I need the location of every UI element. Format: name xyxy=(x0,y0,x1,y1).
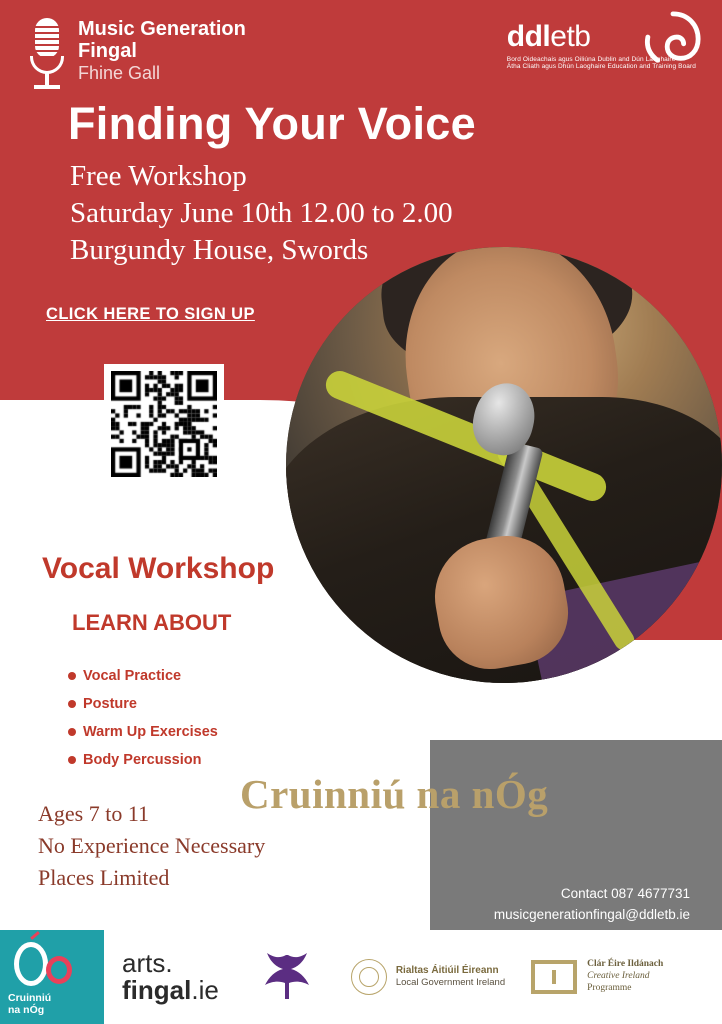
swirl-icon xyxy=(644,10,702,68)
cruinniu-logo-line-2: na nÓg xyxy=(8,1003,45,1016)
event-details xyxy=(70,158,453,269)
cruinniu-logo-line-1: Cruinniú xyxy=(8,991,52,1004)
contact-email[interactable]: musicgenerationfingal@ddletb.ie xyxy=(493,906,690,922)
cruinniu-na-nog-wordmark: Cruinniú na nÓg xyxy=(240,771,549,817)
qr-code[interactable] xyxy=(104,364,224,484)
arts-line-2: fingal.ie xyxy=(122,975,219,1005)
event-line-3: Burgundy House, Swords xyxy=(70,234,369,267)
event-line-2: Saturday June 10th 12.00 to 2.00 xyxy=(70,197,453,230)
fingal-eagle-icon xyxy=(255,949,317,1005)
contact-phone: Contact 087 4677731 xyxy=(560,886,690,901)
learn-about-heading: LEARN ABOUT xyxy=(72,610,232,635)
event-line-1: Free Workshop xyxy=(70,160,247,192)
creative-ireland-mark-icon xyxy=(531,960,577,994)
ci-line-1: Clár Éire Ildánach xyxy=(587,959,664,970)
creative-ireland-logo xyxy=(531,959,663,995)
ages-line: Ages 7 to 11 xyxy=(38,801,150,826)
contact-info xyxy=(494,884,690,926)
org-line-1: Music Generation xyxy=(78,18,246,40)
qr-scan-label: or Scan QR Code xyxy=(85,492,204,509)
experience-line: No Experience Necessary xyxy=(38,832,266,858)
ci-line-3: Programme xyxy=(587,982,632,993)
page-title: Finding Your Voice xyxy=(68,98,476,149)
local-government-ireland-logo xyxy=(351,959,505,995)
learn-about-list xyxy=(68,668,218,780)
arts-fingal-logo xyxy=(122,947,219,1005)
cruinniu-logo xyxy=(0,930,104,1024)
list-item: Posture xyxy=(68,696,218,712)
ci-line-2: Creative Ireland xyxy=(587,971,650,982)
ddletb-sub-1: Bord Oideachais agus Oiliúna Dublin and Dún Laoghaire xyxy=(506,56,676,63)
ddletb-logo xyxy=(507,20,696,70)
list-item: Body Percussion xyxy=(68,752,218,768)
gov-line-1: Rialtas Áitiúil Éireann xyxy=(395,965,499,977)
signup-link[interactable]: CLICK HERE TO SIGN UP xyxy=(46,305,255,323)
arts-line-1: arts. xyxy=(122,947,173,978)
org-line-2: Fingal xyxy=(78,40,137,63)
music-generation-logo xyxy=(30,18,246,92)
microphone-icon xyxy=(30,18,64,92)
org-line-3: Fhine Gall xyxy=(78,62,161,83)
qr-code-image xyxy=(111,371,217,477)
ddletb-sub-2: Átha Cliath agus Dhún Laoghaire Education and Training Board xyxy=(506,63,696,70)
ddletb-brand: ddletb xyxy=(506,20,591,53)
list-item: Warm Up Exercises xyxy=(68,724,218,740)
eligibility-info xyxy=(38,798,265,894)
gov-seal-icon xyxy=(351,959,387,995)
vocal-workshop-heading: Vocal Workshop xyxy=(42,552,275,585)
organisation-name xyxy=(78,18,246,83)
list-item: Vocal Practice xyxy=(68,668,218,684)
footer-logos xyxy=(0,930,722,1024)
gov-line-2: Local Government Ireland xyxy=(395,977,506,989)
places-line: Places Limited xyxy=(38,864,170,890)
singer-photo xyxy=(286,247,722,683)
